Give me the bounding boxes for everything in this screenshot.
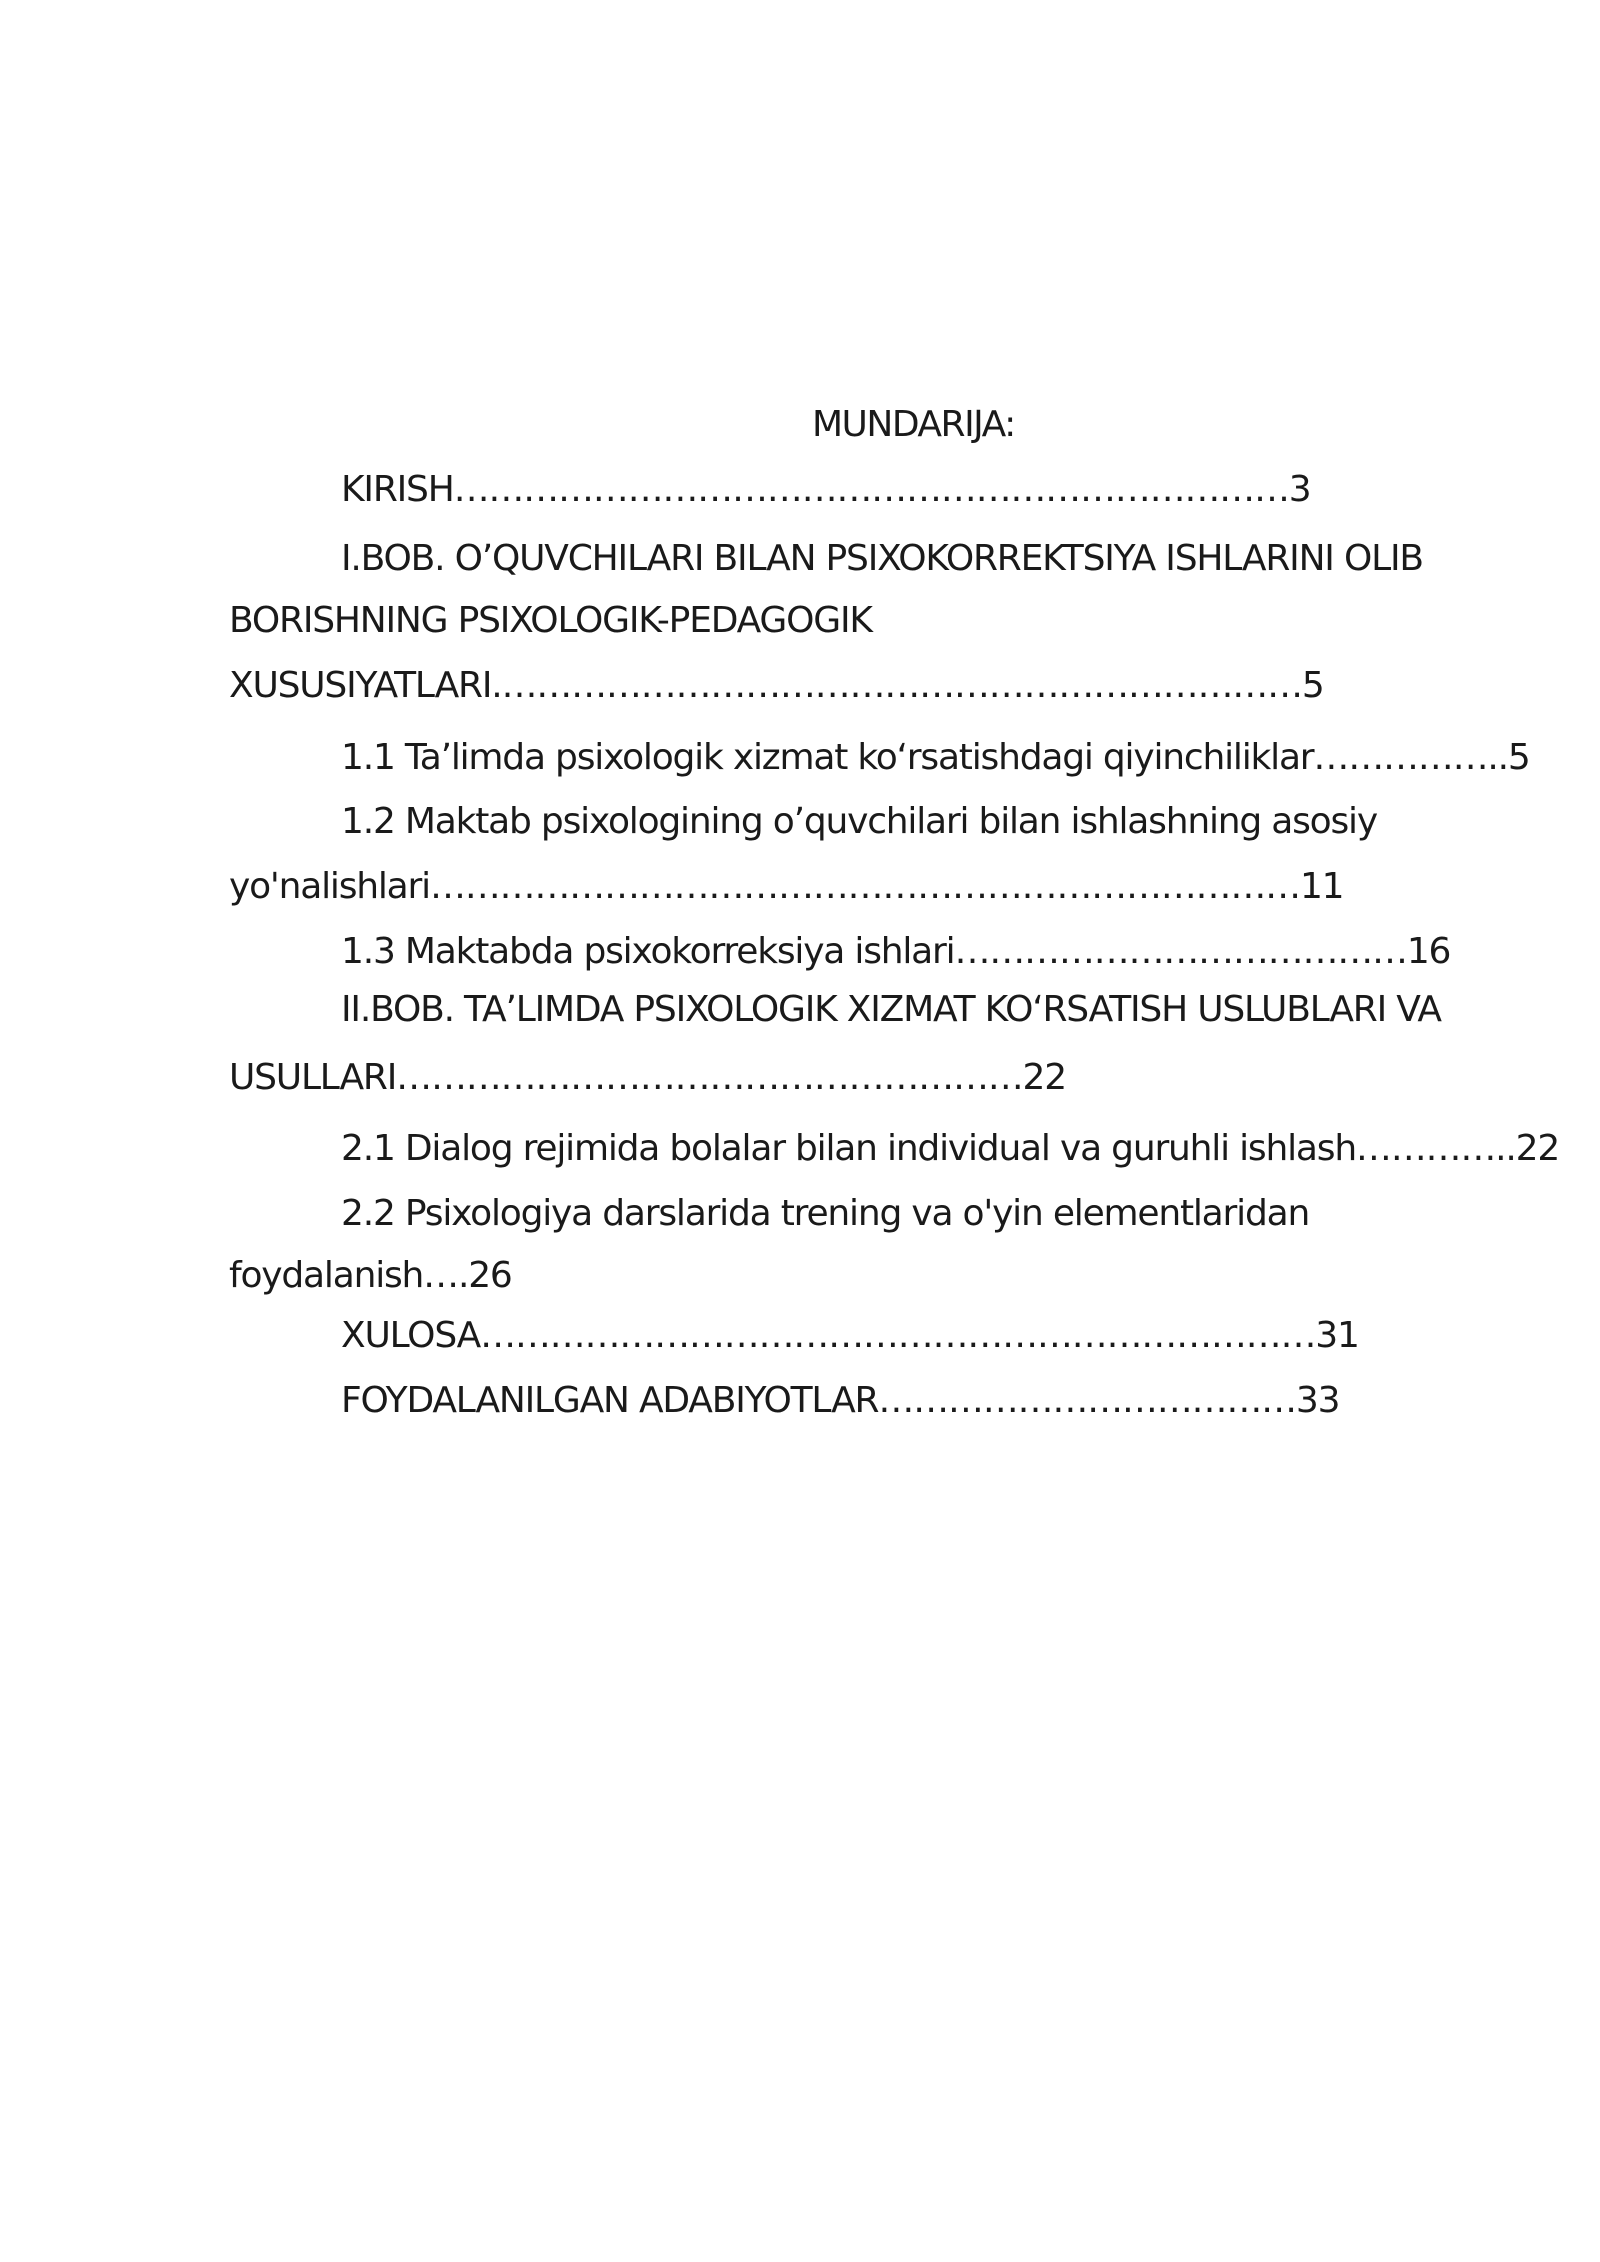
toc-entry-section-1-2-cont: yo'nalishlari…………………………………………………………………11 [229,866,1344,907]
toc-entry-section-1-1: 1.1 Ta’limda psixologik xizmat ko‘rsatishdagi qiyinchiliklar……………..5 [341,737,1530,778]
toc-entry-xulosa: XULOSA………………………………………………………………31 [341,1315,1359,1356]
toc-entry-kirish: KIRISH………………………………………………………………3 [341,469,1311,510]
toc-entry-section-2-2: 2.2 Psixologiya darslarida trening va o'yin elementlaridan [341,1193,1310,1234]
toc-entry-chapter-2-cont: USULLARI………………………………………………22 [229,1057,1066,1098]
toc-entry-section-1-2: 1.2 Maktab psixologining o’quvchilari bilan ishlashning asosiy [341,801,1377,842]
toc-entry-chapter-1-cont: BORISHNING PSIXOLOGIK-PEDAGOGIK [229,600,872,641]
toc-entry-chapter-1: I.BOB. O’QUVCHILARI BILAN PSIXOKORREKTSIYA ISHLARINI OLIB [341,538,1423,579]
toc-entry-chapter-2: II.BOB. TA’LIMDA PSIXOLOGIK XIZMAT KO‘RSATISH USLUBLARI VA [341,989,1441,1030]
toc-entry-section-2-1: 2.1 Dialog rejimida bolalar bilan individual va guruhli ishlash…………..22 [341,1128,1560,1169]
toc-entry-section-2-2-cont: foydalanish….26 [229,1255,512,1296]
toc-entry-section-1-3: 1.3 Maktabda psixokorreksiya ishlari…………………………………16 [341,931,1451,972]
toc-entry-chapter-1-cont: XUSUSIYATLARI.……………………………………………………………5 [229,665,1324,706]
toc-title: MUNDARIJA: [812,404,1015,445]
toc-entry-bibliography: FOYDALANILGAN ADABIYOTLAR………………………………33 [341,1380,1340,1421]
